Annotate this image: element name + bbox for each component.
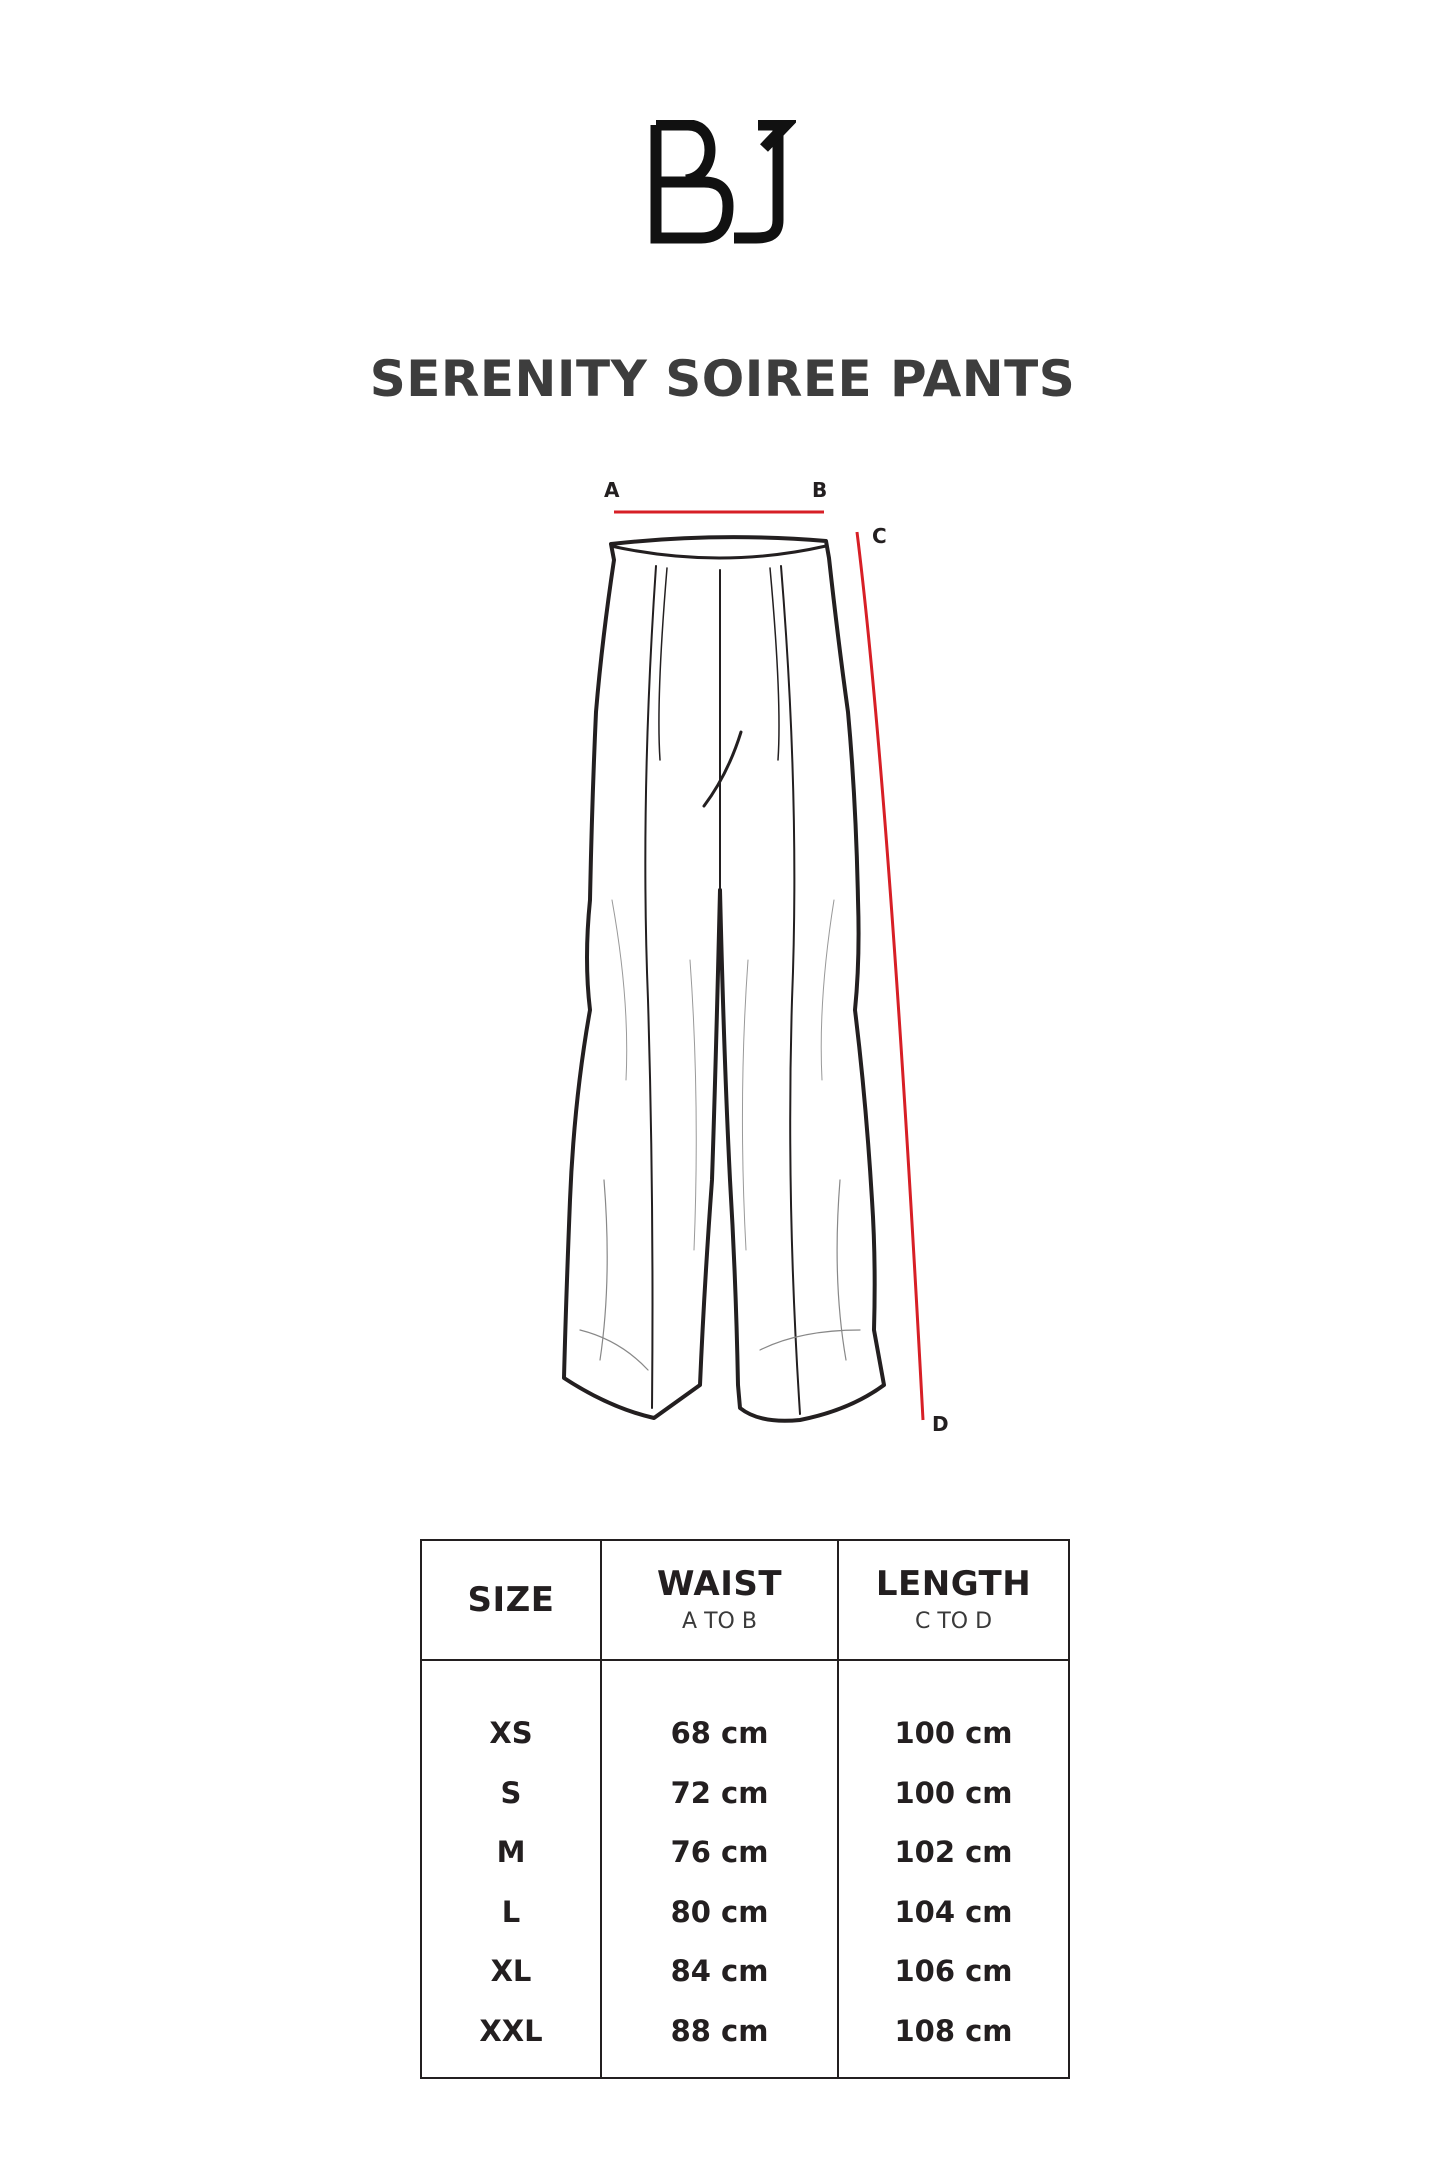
size-chart-body: [422, 1661, 1068, 2077]
waist-cell: 76 cm: [670, 1835, 769, 1870]
size-cell: S: [500, 1775, 522, 1810]
waist-cell: 88 cm: [670, 2013, 769, 2048]
length-column: [839, 1661, 1068, 2077]
size-chart-header: [422, 1541, 1068, 1661]
length-column-header: [839, 1541, 1068, 1659]
length-cell: 106 cm: [894, 1954, 1013, 1989]
point-c-label: C: [872, 524, 887, 548]
length-header-label: LENGTH: [875, 1564, 1032, 1604]
product-title: SERENITY SOIREE PANTS: [369, 350, 1076, 408]
size-cell: XS: [489, 1716, 533, 1750]
point-a-label: A: [604, 478, 620, 502]
size-cell: XL: [490, 1954, 532, 1989]
size-column-header: [422, 1541, 602, 1659]
length-cell: 100 cm: [894, 1716, 1013, 1750]
size-cell: XXL: [479, 2013, 543, 2048]
length-header-sub: C TO D: [914, 1609, 993, 1634]
length-cell: 108 cm: [894, 2013, 1013, 2048]
pants-illustration: [564, 537, 884, 1421]
waist-header-sub: A TO B: [682, 1609, 757, 1634]
waist-cell: 72 cm: [670, 1775, 769, 1810]
size-cell: M: [496, 1835, 526, 1870]
size-chart-table: [420, 1539, 1070, 2079]
point-b-label: B: [812, 478, 828, 502]
waist-column-header: [602, 1541, 839, 1659]
waist-cell: 68 cm: [670, 1716, 769, 1750]
size-header-label: SIZE: [467, 1580, 555, 1620]
waist-header-label: WAIST: [656, 1564, 783, 1604]
waist-cell: 80 cm: [670, 1894, 769, 1929]
length-cell: 104 cm: [894, 1894, 1013, 1929]
point-d-label: D: [932, 1412, 949, 1436]
size-cell: L: [501, 1894, 521, 1929]
length-cell: 100 cm: [894, 1775, 1013, 1810]
waist-cell: 84 cm: [670, 1954, 769, 1989]
size-column: [422, 1661, 602, 2077]
waist-column: [602, 1661, 839, 2077]
length-cell: 102 cm: [894, 1835, 1013, 1870]
